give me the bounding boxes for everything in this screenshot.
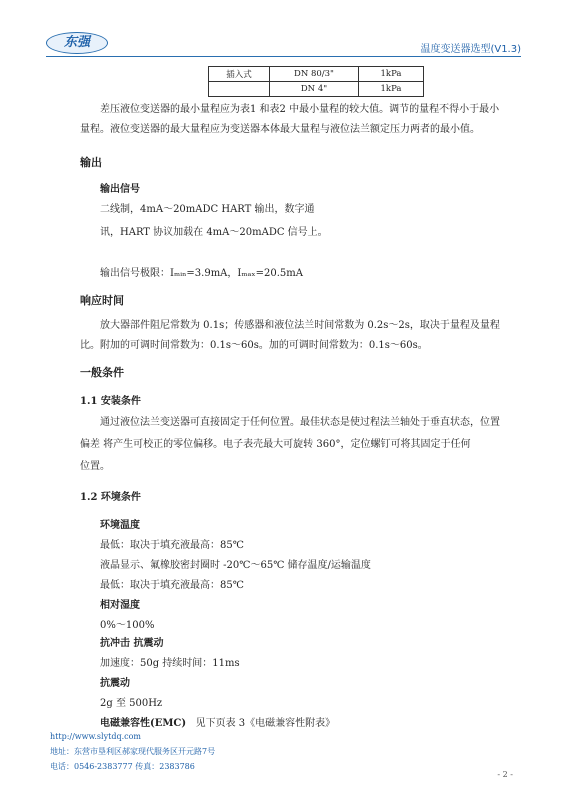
table-row — [209, 82, 424, 97]
response-text: 比。附加的可调时间常数为：0.1s～60s。加的可调时间常数为：0.1s～60s。 — [80, 340, 428, 351]
output-signal-text: 二线制，4mA～20mADC HART 输出，数字通 — [100, 204, 315, 215]
shock-value: 加速度：50g 持续时间：11ms — [100, 658, 240, 669]
env-temp-text: 最低：取决于填充液最高：85℃ — [100, 540, 244, 551]
humidity-value: 0%～100% — [100, 620, 155, 631]
emc-value: 见下页表 3《电磁兼容性附表》 — [195, 718, 336, 729]
vibration-value: 2g 至 500Hz — [100, 698, 163, 709]
output-signal-label: 输出信号 — [100, 184, 140, 195]
intro-line: 量程。液位变送器的最大量程应为变送器本体最大量程与液位法兰额定压力两者的最小值。 — [80, 124, 480, 135]
install-text: 位置。 — [80, 461, 110, 472]
footer-phone: 电话：0546-2383777 传真：2383786 — [50, 762, 195, 771]
table-cell: DN 4" — [270, 82, 359, 97]
range-table — [208, 66, 424, 97]
output-limit-text: 输出信号极限：Iₘᵢₙ=3.9mA，Iₘₐₓ=20.5mA — [100, 268, 303, 279]
section-heading-output: 输出 — [80, 156, 102, 169]
page-number: - 2 - — [497, 770, 513, 779]
humidity-label: 相对湿度 — [100, 600, 140, 611]
shock-label: 抗冲击 抗震动 — [100, 638, 164, 649]
env-temp-label: 环境温度 — [100, 520, 140, 531]
table-cell: 插入式 — [209, 67, 270, 82]
response-text: 放大器部件阻尼常数为 0.1s；传感器和液位法兰时间常数为 0.2s～2s，取决于量程及量程 — [100, 320, 500, 331]
document-title: 温度变送器选型(V1.3) — [420, 44, 521, 55]
table-row — [209, 67, 424, 82]
output-signal-text: 讯，HART 协议加载在 4mA～20mADC 信号上。 — [100, 227, 328, 238]
install-text: 通过液位法兰变送器可直接固定于任何位置。最佳状态是使过程法兰轴处于垂直状态，位置 — [100, 417, 500, 428]
table-cell — [209, 82, 270, 97]
emc-label: 电磁兼容性(EMC) — [100, 718, 187, 729]
company-logo: 东强 — [46, 32, 108, 54]
env-temp-text: 最低：取决于填充液最高：85℃ — [100, 580, 244, 591]
table-cell: 1kPa — [359, 67, 424, 82]
install-text: 偏差 将产生可校正的零位偏移。电子表壳最大可旋转 360°，定位螺钉可将其固定于任何 — [80, 439, 471, 450]
footer-address: 地址：东营市垦利区郝家现代服务区开元路7号 — [50, 747, 216, 756]
footer-url[interactable]: http://www.slytdq.com — [50, 732, 141, 741]
section-heading-response: 响应时间 — [80, 294, 124, 307]
section-heading-general: 一般条件 — [80, 366, 124, 379]
intro-line: 差压液位变送器的最小量程应为表1 和表2 中最小量程的较大值。调节的量程不得小于最小 — [100, 104, 500, 115]
emc-line — [100, 714, 335, 729]
subsection-environment: 1.2 环境条件 — [80, 492, 141, 503]
table-cell: DN 80/3" — [270, 67, 359, 82]
table-cell: 1kPa — [359, 82, 424, 97]
subsection-install: 1.1 安装条件 — [80, 396, 141, 407]
vibration-label: 抗震动 — [100, 678, 130, 689]
header-divider — [46, 56, 521, 57]
env-temp-text: 液晶显示、氟橡胶密封圈时 -20℃～65℃ 储存温度/运输温度 — [100, 560, 371, 571]
